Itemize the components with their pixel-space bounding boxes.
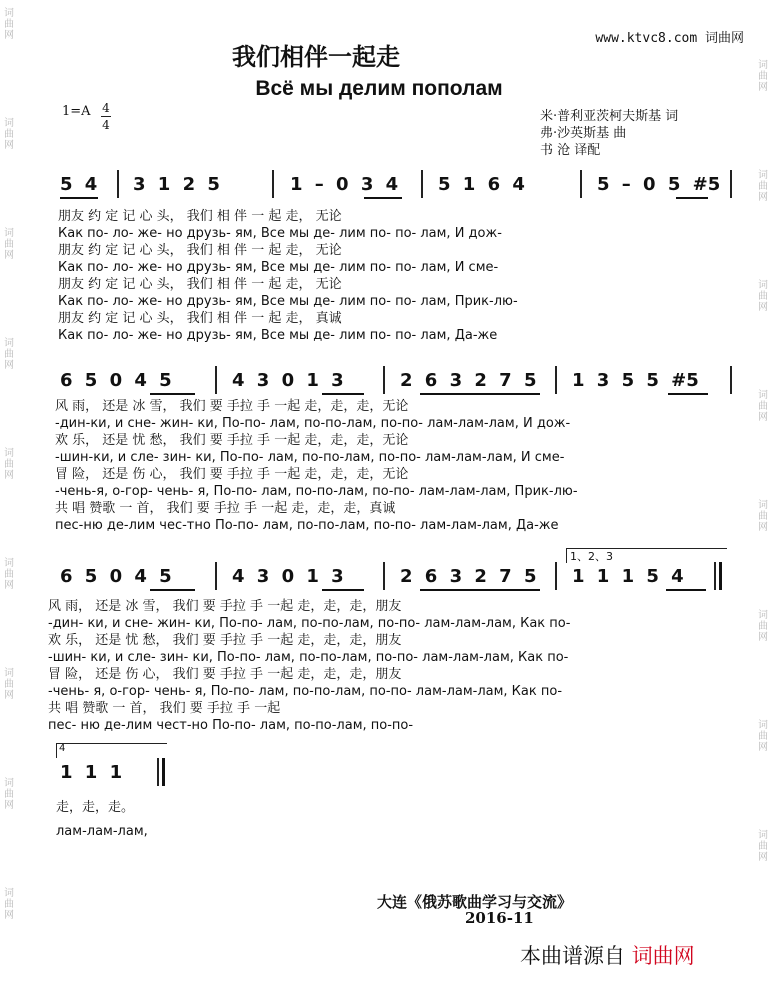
source-credit[interactable] xyxy=(520,940,695,970)
watermark-right-8: 词 曲 网 xyxy=(758,830,768,863)
credit-lyricist: 米·普利亚茨柯夫斯基 词 xyxy=(540,109,679,124)
measure-1-4: 5 1 6 4 xyxy=(438,174,525,195)
watermark-right-1: 词 曲 网 xyxy=(758,60,768,93)
measure-3-3: 2 6 3 2 7 5 xyxy=(400,566,537,587)
volta-label-1: 1、2、3 xyxy=(570,550,613,563)
lyric-line: 冒 险， 还是 伤 心， 我们 要 手拉 手 一起 走，走，走，朋友 xyxy=(48,667,402,682)
lyric-line: 共 唱 赞歌 一 首， 我们 要 手拉 手 一起 xyxy=(48,701,281,716)
watermark-right-2: 词 曲 网 xyxy=(758,170,768,203)
watermark-left-9: 词 曲 网 xyxy=(4,888,14,921)
lyric-line: 欢 乐， 还是 忧 愁， 我们 要 手拉 手 一起 走，走，走，无论 xyxy=(55,433,409,448)
watermark-right-5: 词 曲 网 xyxy=(758,500,768,533)
measure-1-5: 5 – 0 5 #5 xyxy=(597,174,721,195)
lyric-line: 风 雨， 还是 冰 雪， 我们 要 手拉 手 一起 走，走，走，无论 xyxy=(55,399,409,414)
measure-4-1: 1 1 1 xyxy=(60,762,123,783)
watermark-right-4: 词 曲 网 xyxy=(758,390,768,423)
lyric-line: Как по- ло- же- но друзь- ям, Все мы де- лим по- по- лам, И дож- xyxy=(58,226,502,241)
measure-1-1: 5 4 xyxy=(60,174,98,195)
key-signature: 1=A xyxy=(62,104,91,119)
lyric-line: Как по- ло- же- но друзь- ям, Все мы де- лим по- по- лам, И сме- xyxy=(58,260,499,275)
lyric-line: -чень-я, о-гор- чень- я, По-по- лам, по-по-лам, по-по- лам-лам-лам, Прик-лю- xyxy=(55,484,578,499)
lyric-line: -шин-ки, и сле- зин- ки, По-по- лам, по-по-лам, по-по- лам-лам-лам, И сме- xyxy=(55,450,565,465)
watermark-right-7: 词 曲 网 xyxy=(758,720,768,753)
watermark-left-6: 词 曲 网 xyxy=(4,558,14,591)
time-signature xyxy=(101,100,111,133)
watermark-left-2: 词 曲 网 xyxy=(4,118,14,151)
site-label[interactable]: www.ktvc8.com 词曲网 xyxy=(595,31,744,46)
measure-3-1: 6 5 0 4 5 xyxy=(60,566,172,587)
watermark-left-5: 词 曲 网 xyxy=(4,448,14,481)
footer-date: 2016-11 xyxy=(465,909,534,927)
watermark-right-6: 词 曲 网 xyxy=(758,610,768,643)
lyric-line: 欢 乐， 还是 忧 愁， 我们 要 手拉 手 一起 走，走，走，朋友 xyxy=(48,633,402,648)
measure-2-1: 6 5 0 4 5 xyxy=(60,370,172,391)
lyrics-block-4 xyxy=(56,796,148,844)
lyrics-block-1 xyxy=(58,208,518,344)
measure-2-3: 2 6 3 2 7 5 xyxy=(400,370,537,391)
song-title-chinese: 我们相伴一起走 xyxy=(232,42,400,71)
lyrics-block-2 xyxy=(55,398,578,534)
watermark-left-4: 词 曲 网 xyxy=(4,338,14,371)
lyric-line: Как по- ло- же- но друзь- ям, Все мы де- лим по- по- лам, Да-же xyxy=(58,328,498,343)
lyric-line: пес-ню де-лим чес-тно По-по- лам, по-по-лам, по-по- лам-лам-лам, Да-же xyxy=(55,518,559,533)
lyric-line: 走，走，走。 xyxy=(56,800,135,815)
song-title-russian: Всё мы делим пополам xyxy=(255,77,503,100)
lyric-line: -чень- я, о-гор- чень- я, По-по- лам, по-по-лам, по-по- лам-лам-лам, Как по- xyxy=(48,684,563,699)
watermark-left-1: 词 曲 网 xyxy=(4,8,14,41)
lyric-line: 冒 险， 还是 伤 心， 我们 要 手拉 手 一起 走，走，走，无论 xyxy=(55,467,409,482)
lyric-line: лам-лам-лам, xyxy=(56,824,148,839)
watermark-right-3: 词 曲 网 xyxy=(758,280,768,313)
measure-2-2: 4 3 0 1 3 xyxy=(232,370,344,391)
lyric-line: -дин-ки, и сне- жин- ки, По-по- лам, по-по-лам, по-по- лам-лам-лам, И дож- xyxy=(55,416,571,431)
lyric-line: 共 唱 赞歌 一 首， 我们 要 手拉 手 一起 走，走，走，真诚 xyxy=(55,501,396,516)
credits xyxy=(540,108,678,159)
watermark-left-7: 词 曲 网 xyxy=(4,668,14,701)
watermark-left-3: 词 曲 网 xyxy=(4,228,14,261)
measure-1-2: 3 1 2 5 xyxy=(133,174,220,195)
time-signature-bottom: 4 xyxy=(102,118,110,132)
lyric-line: 朋友 约 定 记 心 头， 我们 相 伴 一 起 走， 无论 xyxy=(58,277,342,292)
footer-publication: 大连《俄苏歌曲学习与交流》 xyxy=(377,893,573,911)
source-site-link[interactable]: 词曲网 xyxy=(631,944,695,968)
measure-1-3: 1 – 0 3 4 xyxy=(290,174,399,195)
lyric-line: пес- ню де-лим чест-но По-по- лам, по-по-лам, по-по- xyxy=(48,718,414,733)
credit-composer: 弗·沙英斯基 曲 xyxy=(540,126,627,141)
measure-2-4: 1 3 5 5 #5 xyxy=(572,370,699,391)
lyric-line: 风 雨， 还是 冰 雪， 我们 要 手拉 手 一起 走，走，走，朋友 xyxy=(48,599,402,614)
lyric-line: 朋友 约 定 记 心 头， 我们 相 伴 一 起 走， 无论 xyxy=(58,209,342,224)
measure-3-2: 4 3 0 1 3 xyxy=(232,566,344,587)
lyric-line: 朋友 约 定 记 心 头， 我们 相 伴 一 起 走， 真诚 xyxy=(58,311,342,326)
source-prefix: 本曲谱源自 xyxy=(520,944,625,968)
lyrics-block-3 xyxy=(48,598,570,734)
watermark-left-8: 词 曲 网 xyxy=(4,778,14,811)
lyric-line: 朋友 约 定 记 心 头， 我们 相 伴 一 起 走， 无论 xyxy=(58,243,342,258)
lyric-line: Как по- ло- же- но друзь- ям, Все мы де- лим по- по- лам, Прик-лю- xyxy=(58,294,518,309)
measure-3-4: 1 1 1 5 4 xyxy=(572,566,684,587)
time-signature-top: 4 xyxy=(102,101,110,115)
volta-label-4: 4 xyxy=(59,743,66,754)
credit-translator: 书 沧 译配 xyxy=(540,143,601,158)
volta-bracket-4 xyxy=(56,743,167,758)
lyric-line: -шин- ки, и сле- зин- ки, По-по- лам, по-по-лам, по-по- лам-лам-лам, Как по- xyxy=(48,650,569,665)
lyric-line: -дин- ки, и сне- жин- ки, По-по- лам, по-по-лам, по-по- лам-лам-лам, Как по- xyxy=(48,616,571,631)
